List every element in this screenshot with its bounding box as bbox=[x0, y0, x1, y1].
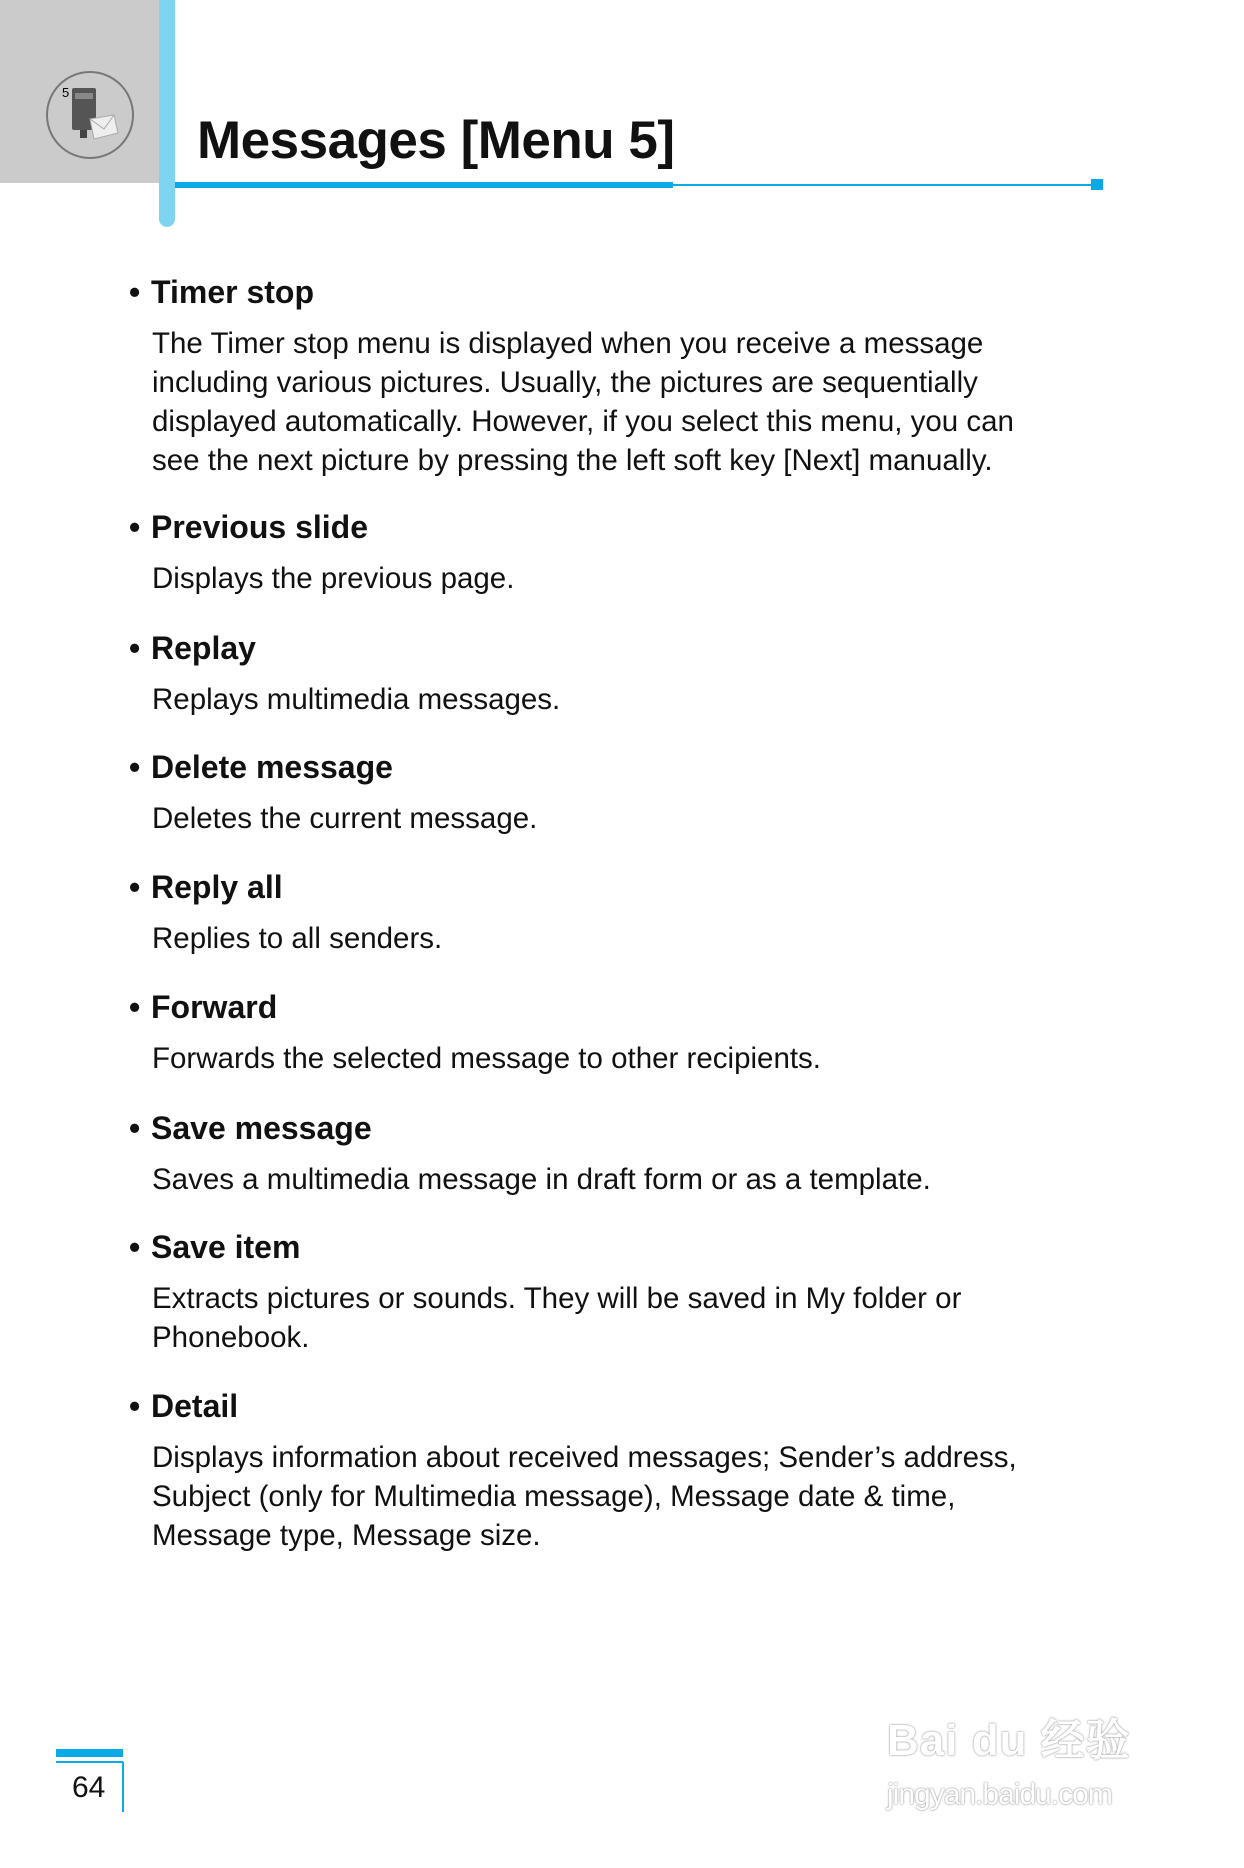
description-line: Forwards the selected message to other recipients. bbox=[152, 1042, 821, 1075]
description-line: Deletes the current message. bbox=[152, 802, 538, 835]
option-heading bbox=[129, 273, 1129, 311]
menu-option-section bbox=[129, 508, 1129, 598]
option-description bbox=[152, 799, 1129, 838]
description-line: Displays information about received messages; Sender’s address, bbox=[152, 1441, 1017, 1474]
bullet: • bbox=[129, 1229, 141, 1265]
option-heading bbox=[129, 868, 1129, 906]
page-title: Messages [Menu 5] bbox=[197, 111, 675, 170]
page-number: 64 bbox=[72, 1771, 106, 1804]
mailbox-icon bbox=[46, 71, 134, 159]
description-line: Displays the previous page. bbox=[152, 562, 515, 595]
description-line: The Timer stop menu is displayed when you receive a message bbox=[152, 327, 984, 360]
title-rule bbox=[673, 184, 1095, 186]
bullet: • bbox=[129, 869, 141, 905]
option-title: Save message bbox=[151, 1110, 372, 1146]
option-description bbox=[152, 1279, 1129, 1357]
bullet: • bbox=[129, 1110, 141, 1146]
watermark-url: jingyan.baidu.com bbox=[887, 1778, 1112, 1811]
page-number-rule bbox=[56, 1761, 123, 1763]
watermark-brand: Bai du 经验 bbox=[887, 1716, 1131, 1765]
option-title: Timer stop bbox=[151, 274, 314, 310]
description-line: see the next picture by pressing the left soft key [Next] manually. bbox=[152, 444, 993, 477]
description-line: Message type, Message size. bbox=[152, 1519, 541, 1552]
icon-badge: 5 bbox=[62, 85, 70, 100]
bullet: • bbox=[129, 989, 141, 1025]
menu-option-section bbox=[129, 273, 1129, 480]
menu-option-section bbox=[129, 868, 1129, 958]
description-line: Extracts pictures or sounds. They will be saved in My folder or bbox=[152, 1282, 962, 1315]
option-description bbox=[152, 1039, 1129, 1078]
option-title: Delete message bbox=[151, 749, 393, 785]
option-heading bbox=[129, 629, 1129, 667]
page-number-divider bbox=[122, 1762, 124, 1812]
option-description bbox=[152, 919, 1129, 958]
option-title: Save item bbox=[151, 1229, 301, 1265]
menu-option-section bbox=[129, 748, 1129, 838]
option-title: Previous slide bbox=[151, 509, 368, 545]
option-heading bbox=[129, 1109, 1129, 1147]
bullet: • bbox=[129, 509, 141, 545]
bullet: • bbox=[129, 749, 141, 785]
title-underline bbox=[175, 182, 673, 188]
description-line: Saves a multimedia message in draft form or as a template. bbox=[152, 1163, 931, 1196]
option-heading bbox=[129, 988, 1129, 1026]
description-line: displayed automatically. However, if you select this menu, you can bbox=[152, 405, 1014, 438]
option-title: Forward bbox=[151, 989, 278, 1025]
option-heading bbox=[129, 1228, 1129, 1266]
option-heading bbox=[129, 508, 1129, 546]
page-number-bar bbox=[56, 1749, 123, 1757]
option-description bbox=[152, 324, 1129, 480]
menu-option-section bbox=[129, 1109, 1129, 1199]
menu-option-section bbox=[129, 988, 1129, 1078]
menu-option-section bbox=[129, 1387, 1129, 1555]
bullet: • bbox=[129, 630, 141, 666]
option-description bbox=[152, 559, 1129, 598]
option-heading bbox=[129, 748, 1129, 786]
description-line: Replays multimedia messages. bbox=[152, 683, 561, 716]
option-title: Reply all bbox=[151, 869, 283, 905]
option-description bbox=[152, 680, 1129, 719]
bullet: • bbox=[129, 1388, 141, 1424]
option-description bbox=[152, 1160, 1129, 1199]
header-vertical-bar bbox=[159, 0, 175, 227]
menu-option-section bbox=[129, 1228, 1129, 1357]
option-heading bbox=[129, 1387, 1129, 1425]
description-line: including various pictures. Usually, the pictures are sequentially bbox=[152, 366, 978, 399]
option-title: Replay bbox=[151, 630, 256, 666]
description-line: Phonebook. bbox=[152, 1321, 310, 1354]
rule-end-marker bbox=[1091, 179, 1103, 190]
menu-option-section bbox=[129, 629, 1129, 719]
description-line: Subject (only for Multimedia message), Message date & time, bbox=[152, 1480, 956, 1513]
option-title: Detail bbox=[151, 1388, 239, 1424]
description-line: Replies to all senders. bbox=[152, 922, 443, 955]
bullet: • bbox=[129, 274, 141, 310]
option-description bbox=[152, 1438, 1129, 1555]
